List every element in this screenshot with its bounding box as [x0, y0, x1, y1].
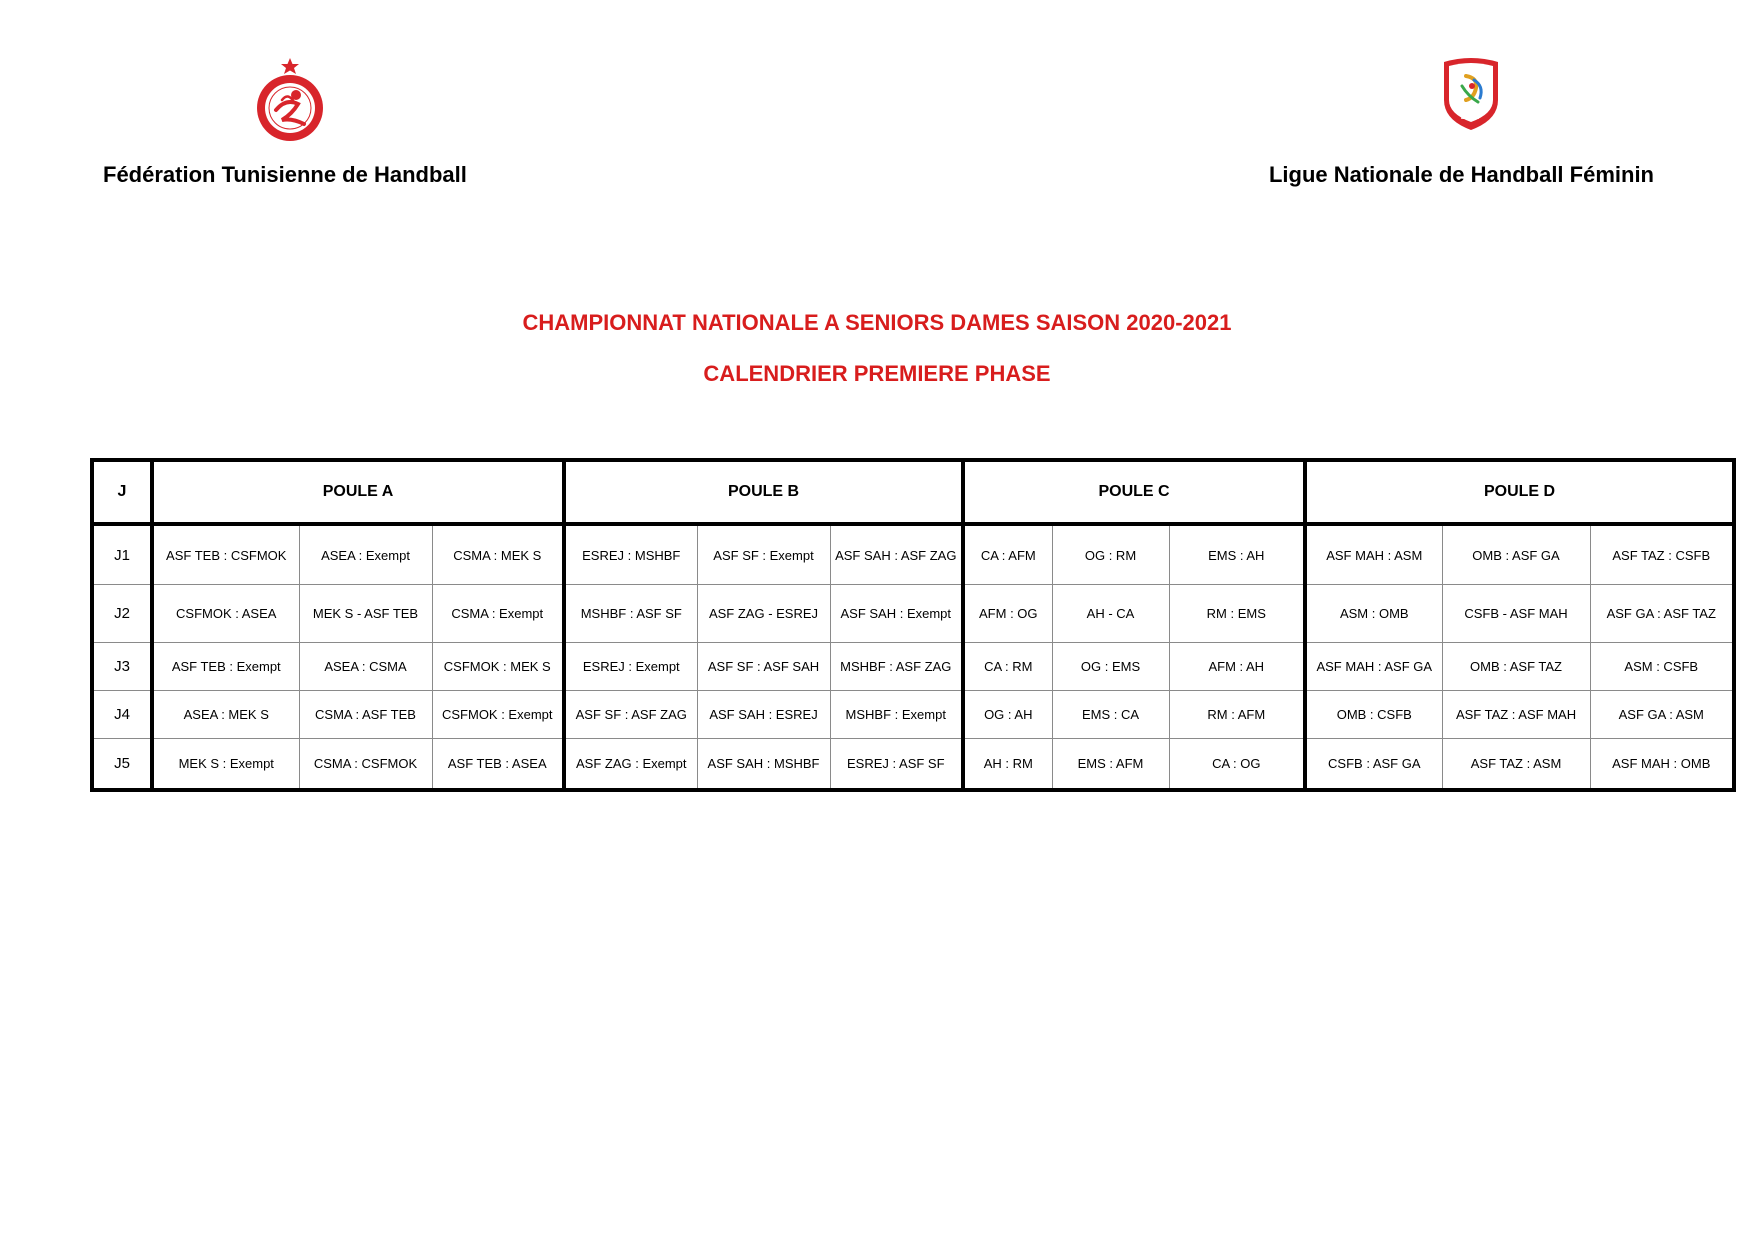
match-cell: CA : AFM — [963, 524, 1052, 585]
match-cell: MEK S : Exempt — [152, 739, 299, 791]
match-cell: CSMA : Exempt — [432, 585, 564, 643]
federation-name: Fédération Tunisienne de Handball — [103, 162, 467, 187]
match-cell: ASM : OMB — [1305, 585, 1442, 643]
day-cell: J2 — [92, 585, 152, 643]
match-cell: AH - CA — [1052, 585, 1169, 643]
match-cell: CA : RM — [963, 643, 1052, 691]
match-cell: ASM : CSFB — [1590, 643, 1734, 691]
match-cell: ASF TEB : Exempt — [152, 643, 299, 691]
match-cell: ASF ZAG - ESREJ — [697, 585, 830, 643]
match-cell: ESREJ : ASF SF — [830, 739, 963, 791]
match-cell: ASEA : Exempt — [299, 524, 432, 585]
match-cell: RM : EMS — [1169, 585, 1305, 643]
match-cell: MSHBF : Exempt — [830, 691, 963, 739]
match-cell: ASF SF : Exempt — [697, 524, 830, 585]
table-row — [92, 524, 1734, 585]
match-cell: MEK S - ASF TEB — [299, 585, 432, 643]
day-cell: J4 — [92, 691, 152, 739]
match-cell: ASF ZAG : Exempt — [564, 739, 697, 791]
match-cell: AH : RM — [963, 739, 1052, 791]
pool-c-header: POULE C — [963, 460, 1305, 524]
match-cell: OMB : CSFB — [1305, 691, 1442, 739]
match-cell: ASEA : CSMA — [299, 643, 432, 691]
ftm-handball-emblem-icon — [252, 58, 328, 144]
match-cell: AFM : OG — [963, 585, 1052, 643]
calendar-table — [90, 458, 1736, 792]
match-cell: ASF TAZ : ASM — [1442, 739, 1590, 791]
day-cell: J3 — [92, 643, 152, 691]
match-cell: OMB : ASF TAZ — [1442, 643, 1590, 691]
match-cell: CSFMOK : MEK S — [432, 643, 564, 691]
ligue-logo — [1438, 56, 1504, 132]
match-cell: MSHBF : ASF ZAG — [830, 643, 963, 691]
day-cell: J5 — [92, 739, 152, 791]
match-cell: EMS : AH — [1169, 524, 1305, 585]
match-cell: ASF SAH : ASF ZAG — [830, 524, 963, 585]
svg-text:LNHBF: LNHBF — [1460, 115, 1482, 121]
table-row — [92, 691, 1734, 739]
match-cell: MSHBF : ASF SF — [564, 585, 697, 643]
table-row — [92, 739, 1734, 791]
match-cell: ASF TEB : CSFMOK — [152, 524, 299, 585]
match-cell: OMB : ASF GA — [1442, 524, 1590, 585]
match-cell: OG : AH — [963, 691, 1052, 739]
match-cell: ASF TAZ : CSFB — [1590, 524, 1734, 585]
day-header: J — [92, 460, 152, 524]
match-cell: ASF TEB : ASEA — [432, 739, 564, 791]
match-cell: EMS : CA — [1052, 691, 1169, 739]
match-cell: CA : OG — [1169, 739, 1305, 791]
match-cell: EMS : AFM — [1052, 739, 1169, 791]
match-cell: ESREJ : Exempt — [564, 643, 697, 691]
match-cell: ASF SAH : ESREJ — [697, 691, 830, 739]
table-row — [92, 585, 1734, 643]
lnhbf-shield-emblem-icon — [1438, 56, 1504, 132]
match-cell: ASF SAH : Exempt — [830, 585, 963, 643]
match-cell: CSFMOK : Exempt — [432, 691, 564, 739]
table-row — [92, 643, 1734, 691]
match-cell: ASF MAH : OMB — [1590, 739, 1734, 791]
calendar-title: CALENDRIER PREMIERE PHASE — [703, 361, 1051, 386]
match-cell: AFM : AH — [1169, 643, 1305, 691]
pool-b-header: POULE B — [564, 460, 963, 524]
match-cell: ASF MAH : ASF GA — [1305, 643, 1442, 691]
match-cell: ASF MAH : ASM — [1305, 524, 1442, 585]
match-cell: ASEA : MEK S — [152, 691, 299, 739]
table-header-row — [92, 460, 1734, 524]
match-cell: CSFB - ASF MAH — [1442, 585, 1590, 643]
match-cell: ASF SAH : MSHBF — [697, 739, 830, 791]
match-cell: CSMA : CSFMOK — [299, 739, 432, 791]
match-cell: CSMA : MEK S — [432, 524, 564, 585]
ligue-name: Ligue Nationale de Handball Féminin — [1268, 162, 1654, 187]
match-cell: ASF TAZ : ASF MAH — [1442, 691, 1590, 739]
match-cell: ASF GA : ASF TAZ — [1590, 585, 1734, 643]
match-cell: CSFB : ASF GA — [1305, 739, 1442, 791]
pool-d-header: POULE D — [1305, 460, 1734, 524]
match-cell: ASF SF : ASF ZAG — [564, 691, 697, 739]
match-cell: ASF GA : ASM — [1590, 691, 1734, 739]
match-cell: ESREJ : MSHBF — [564, 524, 697, 585]
match-cell: RM : AFM — [1169, 691, 1305, 739]
match-cell: CSFMOK : ASEA — [152, 585, 299, 643]
match-cell: ASF SF : ASF SAH — [697, 643, 830, 691]
federation-logo — [252, 58, 328, 144]
match-cell: CSMA : ASF TEB — [299, 691, 432, 739]
championship-title: CHAMPIONNAT NATIONALE A SENIORS DAMES SAISON 2020-2021 — [522, 310, 1232, 335]
day-cell: J1 — [92, 524, 152, 585]
pool-a-header: POULE A — [152, 460, 564, 524]
match-cell: OG : EMS — [1052, 643, 1169, 691]
match-cell: OG : RM — [1052, 524, 1169, 585]
